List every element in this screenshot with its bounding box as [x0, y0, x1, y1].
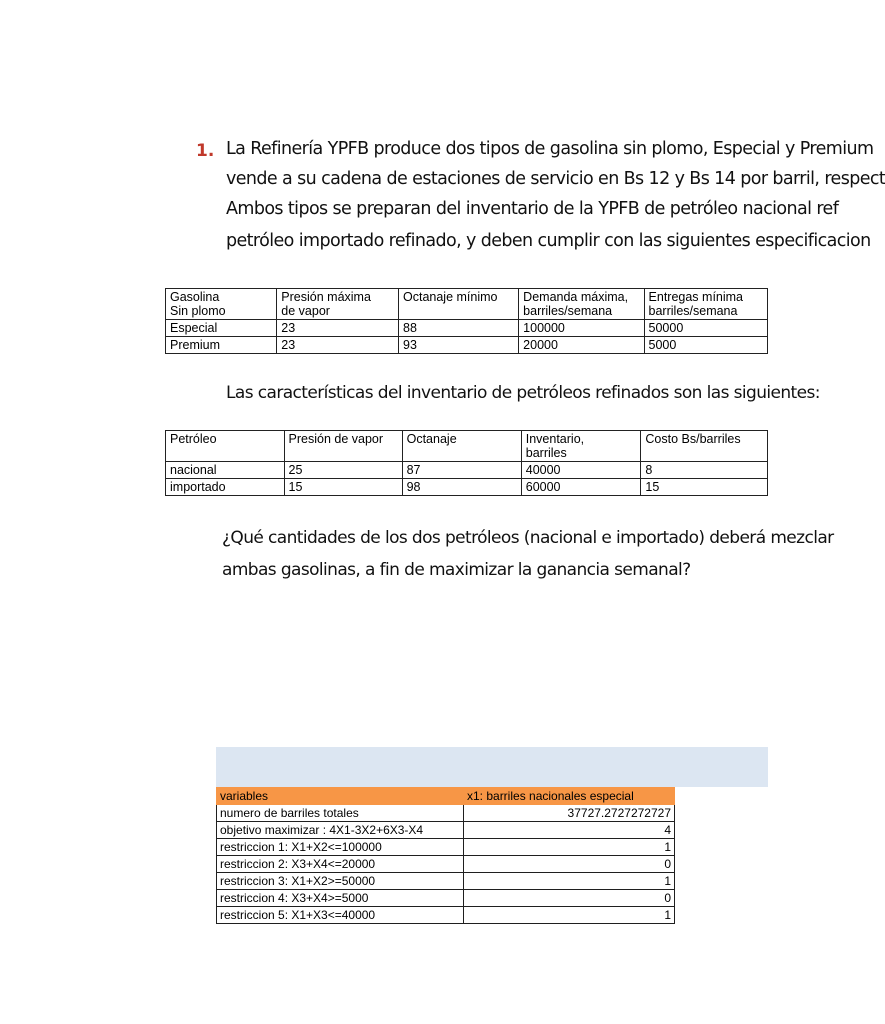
table-header-cell: Costo Bs/barriles [641, 431, 768, 462]
row-label: numero de barriles totales [217, 805, 464, 822]
table-row [217, 856, 675, 873]
table-cell: Premium [166, 337, 277, 354]
row-label: restriccion 3: X1+X2>=50000 [217, 873, 464, 890]
table-header-cell: Entregas mínima barriles/semana [644, 289, 767, 320]
row-value: 1 [464, 873, 675, 890]
table-cell: 8 [641, 462, 768, 479]
table-cell: Especial [166, 320, 277, 337]
table-row [166, 479, 768, 496]
row-value: 0 [464, 890, 675, 907]
table-header-cell: Gasolina Sin plomo [166, 289, 277, 320]
row-label: restriccion 2: X3+X4<=20000 [217, 856, 464, 873]
table-header-cell: Demanda máxima, barriles/semana [519, 289, 644, 320]
table-cell: 23 [277, 320, 399, 337]
table-row [166, 462, 768, 479]
row-value: 1 [464, 907, 675, 924]
header-cell-variables: variables [217, 788, 464, 805]
problem-number: 1. [196, 141, 215, 161]
table-row [217, 873, 675, 890]
question-line-1: ¿Qué cantidades de los dos petróleos (nacional e importado) deberá mezclar [222, 528, 834, 548]
table-header-cell: Octanaje [402, 431, 521, 462]
variables-table-header [217, 788, 675, 805]
table-header-cell: Inventario, barriles [521, 431, 641, 462]
table-cell: 20000 [519, 337, 644, 354]
question [222, 528, 834, 588]
row-label: restriccion 5: X1+X3<=40000 [217, 907, 464, 924]
row-label: restriccion 1: X1+X2<=100000 [217, 839, 464, 856]
table-cell: nacional [166, 462, 285, 479]
gasoline-table-header [166, 289, 768, 320]
table-row [217, 907, 675, 924]
row-label: restriccion 4: X3+X4>=5000 [217, 890, 464, 907]
row-value: 37727.2727272727 [464, 805, 675, 822]
gasoline-table-wrapper [165, 288, 768, 376]
table-cell: importado [166, 479, 285, 496]
problem-line-2: vende a su cadena de estaciones de servicio en Bs 12 y Bs 14 por barril, respect [226, 169, 885, 189]
table-cell: 40000 [521, 462, 641, 479]
table-cell: 15 [641, 479, 768, 496]
problem-line-4: petróleo importado refinado, y deben cumplir con las siguientes especificacion [226, 231, 871, 251]
problem-line-1: La Refinería YPFB produce dos tipos de gasolina sin plomo, Especial y Premium [226, 139, 874, 159]
row-value: 4 [464, 822, 675, 839]
header-cell-x1: x1: barriles nacionales especial [464, 788, 675, 805]
table-cell: 5000 [644, 337, 767, 354]
table-header-cell: Petróleo [166, 431, 285, 462]
table-header-cell: Presión de vapor [284, 431, 402, 462]
table-row [217, 839, 675, 856]
problem-line-3: Ambos tipos se preparan del inventario de la YPFB de petróleo nacional ref [226, 199, 839, 219]
table-cell: 98 [402, 479, 521, 496]
row-label: objetivo maximizar : 4X1-3X2+6X3-X4 [217, 822, 464, 839]
crude-table-header [166, 431, 768, 462]
row-value: 0 [464, 856, 675, 873]
table-cell: 15 [284, 479, 402, 496]
problem-statement [196, 135, 885, 270]
inventory-intro: Las características del inventario de petróleos refinados son las siguientes: [226, 383, 820, 403]
table-cell: 25 [284, 462, 402, 479]
gasoline-spec-table [165, 288, 768, 354]
table-row [217, 822, 675, 839]
table-cell: 50000 [644, 320, 767, 337]
crude-table-wrapper [165, 430, 768, 520]
table-row [166, 320, 768, 337]
table-header-cell: Presión máxima de vapor [277, 289, 399, 320]
table-row [217, 805, 675, 822]
table-cell: 100000 [519, 320, 644, 337]
question-line-2: ambas gasolinas, a fin de maximizar la ganancia semanal? [222, 560, 691, 580]
table-cell: 60000 [521, 479, 641, 496]
table-cell: 93 [399, 337, 519, 354]
crude-inventory-table [165, 430, 768, 496]
row-value: 1 [464, 839, 675, 856]
table-row [217, 890, 675, 907]
spreadsheet-header-band [216, 747, 768, 787]
table-header-cell: Octanaje mínimo [399, 289, 519, 320]
variables-table [216, 787, 675, 924]
table-row [166, 337, 768, 354]
table-cell: 23 [277, 337, 399, 354]
table-cell: 88 [399, 320, 519, 337]
table-cell: 87 [402, 462, 521, 479]
